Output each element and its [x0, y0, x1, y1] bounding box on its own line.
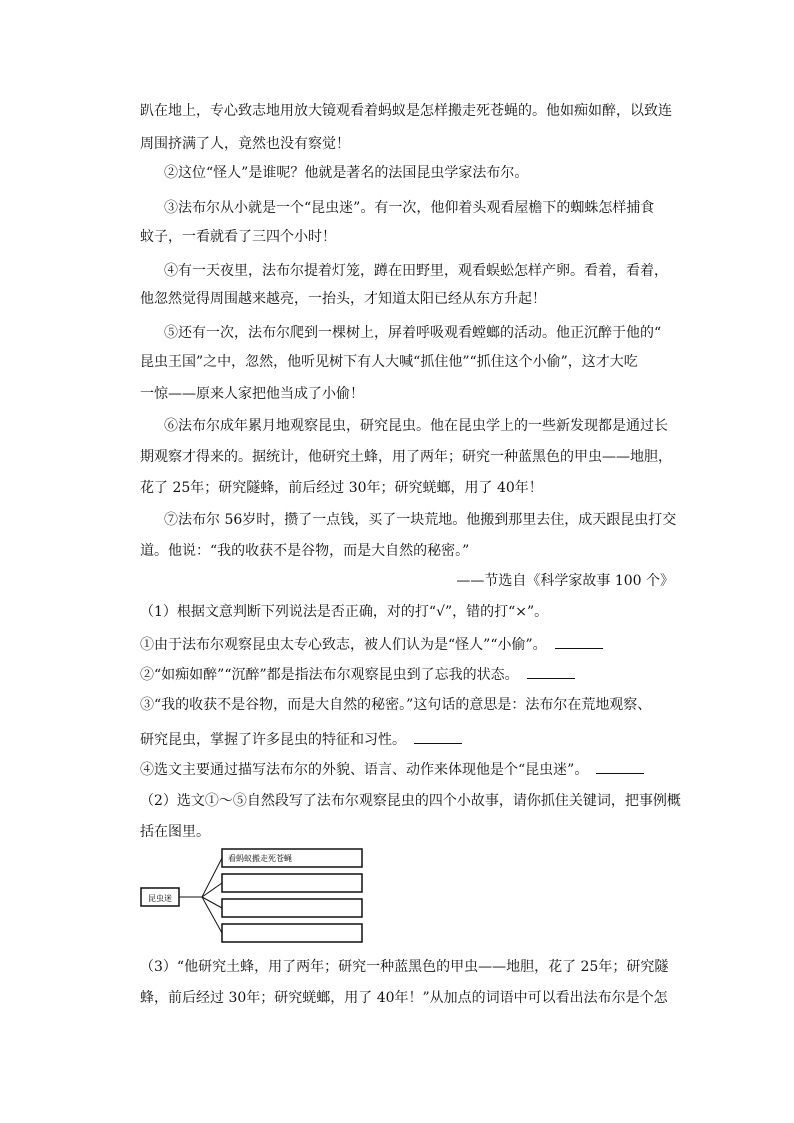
story-diagram-svg: [140, 846, 380, 946]
passage-line: ③法布尔从小就是一个“昆虫迷”。有一次，他仰着头观看屋檐下的蜘蛛怎样捕食: [164, 200, 655, 216]
passage-line: 花了 25年；研究隧蜂，前后经过 30年；研究蜣螂，用了 40年！: [140, 480, 543, 496]
question-2-line2: 括在图里。: [140, 824, 210, 840]
diagram-connector: [202, 883, 222, 897]
diagram-branch-box-3[interactable]: [222, 899, 362, 917]
passage-line: 道。他说：“我的收获不是谷物，而是大自然的秘密。”: [140, 543, 470, 559]
question-1-item-c-line2: [140, 729, 680, 750]
question-3-line1: （3）“他研究土蜂，用了两年；研究一种蓝黑色的甲虫——地胆，花了 25年；研究隧: [140, 959, 669, 975]
passage-line: 他忽然觉得周围越来越亮，一抬头，才知道太阳已经从东方升起！: [140, 291, 546, 307]
passage-line: ④有一天夜里，法布尔提着灯笼，蹲在田野里，观看蜈蚣怎样产卵。看着，看着，: [164, 263, 668, 279]
passage-source: ——节选自《科学家故事 100 个》: [456, 573, 674, 589]
passage-line: 昆虫王国”之中，忽然，他听见树下有人大喊“抓住他”“抓住这个小偷”，这才大吃: [140, 354, 638, 370]
passage-line: ②这位“怪人”是谁呢？他就是著名的法国昆虫学家法布尔。: [164, 165, 529, 181]
question-1-item-b-text: ②“如痴如醉”“沉醉”都是指法布尔观察昆虫到了忘我的状态。: [140, 667, 519, 683]
diagram-root-label: 昆虫迷: [148, 894, 172, 903]
answer-blank[interactable]: [596, 759, 644, 774]
passage-line: 周围挤满了人，竟然也没有察觉！: [140, 136, 350, 152]
diagram-branch-1-label: 看蚂蚁搬走死苍蝇: [228, 854, 292, 863]
question-1-item-d-text: ④选文主要通过描写法布尔的外貌、语言、动作来体现他是个“昆虫迷”。: [140, 762, 589, 778]
answer-blank[interactable]: [414, 729, 462, 744]
passage-line: 趴在地上，专心致志地用放大镜观看着蚂蚁是怎样搬走死苍蝇的。他如痴如醉，以致连: [140, 103, 672, 119]
question-1-item-d: [140, 759, 680, 780]
question-1-item-c-text: 研究昆虫，掌握了许多昆虫的特征和习性。: [140, 732, 406, 748]
question-2-line1: （2）选文①～⑤自然段写了法布尔观察昆虫的四个小故事，请你抓住关键词，把事例概: [140, 793, 681, 809]
question-1-item-a-text: ①由于法布尔观察昆虫太专心致志，被人们认为是“怪人”“小偷”。: [140, 637, 547, 653]
question-1-stem: （1）根据文意判断下列说法是否正确，对的打“√”，错的打“×”。: [140, 604, 549, 620]
question-1-item-a: [140, 634, 680, 655]
question-1-item-c-line1: ③“我的收获不是谷物，而是大自然的秘密。”这句话的意思是：法布尔在荒地观察、: [140, 697, 652, 713]
passage-line: 一惊——原来人家把他当成了小偷！: [140, 386, 364, 402]
passage-line: ⑥法布尔成年累月地观察昆虫，研究昆虫。他在昆虫学上的一些新发现都是通过长: [164, 418, 668, 434]
diagram-connector: [202, 858, 222, 897]
passage-line: 蚊子，一看就看了三四个小时！: [140, 229, 336, 245]
answer-blank[interactable]: [527, 664, 575, 679]
story-diagram: [140, 846, 380, 946]
passage-line: ⑦法布尔 56岁时，攒了一点钱，买了一块荒地。他搬到那里去住，成天跟昆虫打交: [164, 512, 677, 528]
question-1-item-b: [140, 664, 680, 685]
diagram-branch-box-2[interactable]: [222, 874, 362, 892]
answer-blank[interactable]: [555, 634, 603, 649]
passage-line: ⑤还有一次，法布尔爬到一棵树上，屏着呼吸观看螳螂的活动。他正沉醉于他的“: [164, 325, 662, 341]
question-3-line2: 蜂，前后经过 30年；研究蜣螂，用了 40年！”从加点的词语中可以看出法布尔是个怎: [140, 990, 668, 1006]
diagram-branch-box-4[interactable]: [222, 924, 362, 942]
passage-line: 期观察才得来的。据统计，他研究土蜂，用了两年；研究一种蓝黑色的甲虫——地胆，: [140, 449, 672, 465]
